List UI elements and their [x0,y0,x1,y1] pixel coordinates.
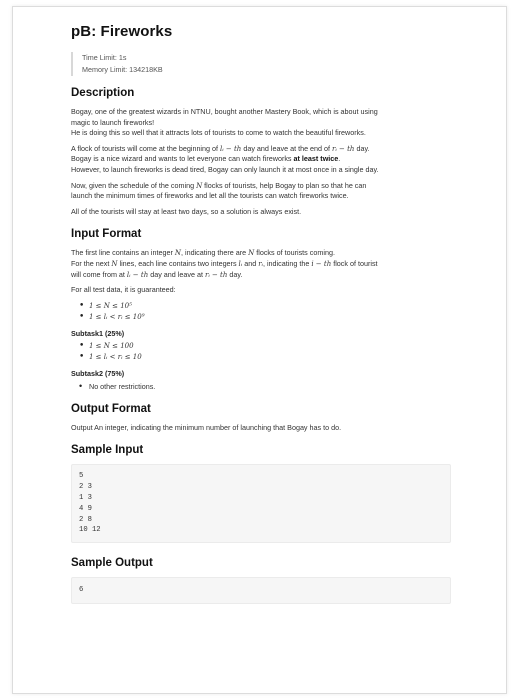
time-limit: Time Limit: 1s [82,53,127,62]
list-item: • No other restrictions. [79,381,466,392]
description-paragraph-1: Bogay, one of the greatest wizards in NTNU, bought another Mastery Book, which is about using magic to launch fireworks! He is doing this so well that it attracts lots of tourists to come to watch the beautiful fireworks. [71,107,378,138]
list-item: • 1 ≤ lᵢ < rᵢ ≤ 10 [79,352,466,363]
subtask2-heading: Subtask2 (75%) [71,368,125,378]
guarantee-text: For all test data, it is guaranteed: [71,285,176,295]
sample-input-heading: Sample Input [71,444,144,457]
subtask2-list [79,381,466,392]
subtask1-heading: Subtask1 (25%) [71,328,125,338]
list-item: • 1 ≤ N ≤ 10⁵ [79,301,466,312]
input-format-text: The first line contains an integer N, indicating there are N flocks of tourists coming. For the next N lines, each line contains two integers lᵢ and rᵢ, indicating the i − th flock of tourist will come from at lᵢ − th day and leave at rᵢ − th day. [71,248,378,279]
sample-output-block[interactable]: 6 [71,577,451,604]
description-heading: Description [71,87,135,99]
problem-content [71,21,466,604]
output-format-text: Output An integer, indicating the minimum number of launching that Bogay has to do. [71,422,342,432]
description-paragraph-4: All of the tourists will stay at least two days, so a solution is always exist. [71,206,302,216]
description-paragraph-2: A flock of tourists will come at the beginning of lᵢ − th day and leave at the end of rᵢ − th day. Bogay is a nice wizard and wants to let everyone can watch fireworks at least twice. However, to launch fireworks is dead tired, Bogay can only launch it at most once in a single day. [71,143,379,174]
limits-block [71,52,466,76]
list-item: • 1 ≤ N ≤ 100 [79,341,466,352]
subtask1-list [79,341,466,363]
problem-page [12,6,507,694]
problem-title: pB: Fireworks [71,23,173,40]
list-item: • 1 ≤ lᵢ < rᵢ ≤ 10⁹ [79,312,466,323]
input-format-heading: Input Format [71,228,142,241]
output-format-heading: Output Format [71,402,151,415]
constraint-list [79,301,466,323]
memory-limit: Memory Limit: 134218KB [82,65,163,74]
sample-output-heading: Sample Output [71,557,153,570]
description-paragraph-3: Now, given the schedule of the coming N flocks of tourists, help Bogay to plan so that he can launch the minimum times of fireworks and let all the tourists can watch fireworks twice. [71,180,367,201]
sample-input-block[interactable]: 5 2 3 1 3 4 9 2 8 10 12 [71,464,451,543]
